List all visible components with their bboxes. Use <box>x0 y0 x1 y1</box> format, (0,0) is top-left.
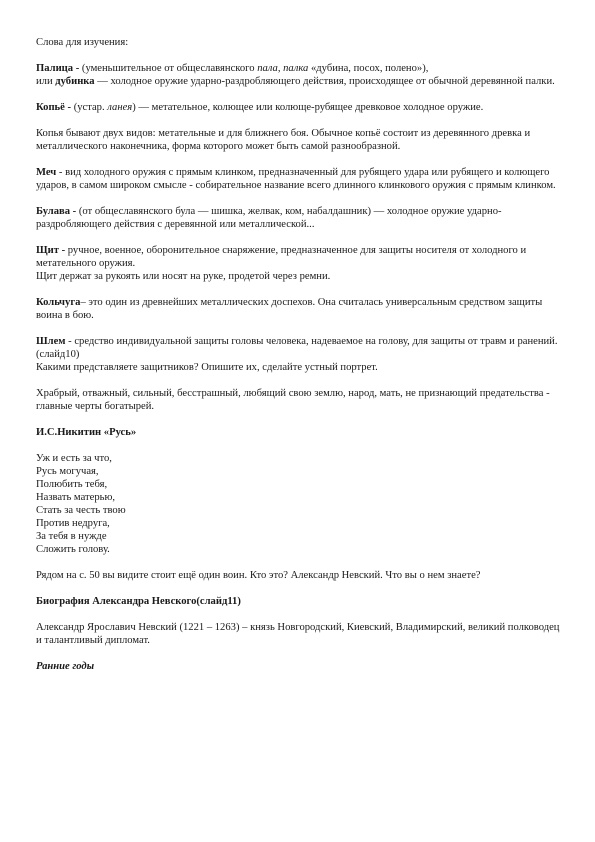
bio-title: Биография Александра Невского(слайд11) <box>36 596 241 607</box>
entry-shlem: Шлем - средство индивидуальной защиты головы человека, надеваемое на голову, для защиты от травм и ранений. (слайд10) <box>36 336 558 360</box>
poem-line: Полюбить тебя, <box>36 479 108 490</box>
entry-palica-line2: или дубинка — холодное оружие ударно-раздробляющего действия, происходящее от обычной деревянной палки. <box>36 76 555 87</box>
term-kolchuga: Кольчуга <box>36 297 81 308</box>
entry-kope: Копьё - (устар. ланея) — метательное, колющее или колюще-рубящее древковое холодное оружие. <box>36 102 484 113</box>
term-palica: Палица - <box>36 63 80 74</box>
heading: Слова для изучения: <box>36 37 129 48</box>
question-text: Рядом на с. 50 вы видите стоит ещё один воин. Кто это? Александр Невский. Что вы о нем знаете? <box>36 570 481 581</box>
poem-line: Русь могучая, <box>36 466 99 477</box>
term-shlem: Шлем <box>36 336 66 347</box>
entry-shchit-line2: Щит держат за рукоять или носят на руке, продетой через ремни. <box>36 271 331 282</box>
term-shchit: Щит - <box>36 245 66 256</box>
entry-palica: Палица - (уменьшительное от общеславянского пала, палка «дубина, посох, полено»), <box>36 63 429 74</box>
term-bulava: Булава - <box>36 206 77 217</box>
document-page <box>36 36 563 673</box>
poem <box>36 452 563 556</box>
early-years-heading: Ранние годы <box>36 661 95 672</box>
term-kope: Копьё - <box>36 102 72 113</box>
traits-text: Храбрый, отважный, сильный, бесстрашный, любящий свою землю, народ, мать, не признающий предательства - главные черты богатырей. <box>36 388 550 412</box>
term-dubinka: дубинка <box>55 76 95 87</box>
poem-title: И.С.Никитин «Русь» <box>36 427 137 438</box>
term-mech: Меч <box>36 167 57 178</box>
entry-bulava: Булава - (от общеславянского була — шишка, желвак, ком, набалдашник) — холодное оружие ударно-раздробляющего действия с деревянной или металлической... <box>36 206 502 230</box>
bio-text: Александр Ярославич Невский (1221 – 1263) – князь Новгородский, Киевский, Владимирский, великий полководец и талантливый дипломат. <box>36 622 560 646</box>
kopya-text: Копья бывают двух видов: метательные и для ближнего боя. Обычное копьё состоит из деревянного древка и металлического наконечника, форма которого может быть самой разнообразной. <box>36 128 531 152</box>
poem-line: Сложить голову. <box>36 544 110 555</box>
entry-kolchuga: Кольчуга– это один из древнейших металлических доспехов. Она считалась универсальным средством защиты воина в бою. <box>36 297 543 321</box>
poem-line: За тебя в нужде <box>36 531 107 542</box>
poem-line: Уж и есть за что, <box>36 453 112 464</box>
entry-shchit: Щит - ручное, военное, оборонительное снаряжение, предназначенное для защиты носителя от холодного и метательного оружия. <box>36 245 527 269</box>
poem-line: Стать за честь твою <box>36 505 126 516</box>
poem-line: Против недруга, <box>36 518 110 529</box>
entry-shlem-line2: Какими представляете защитников? Опишите их, сделайте устный портрет. <box>36 362 378 373</box>
entry-mech: Меч - вид холодного оружия с прямым клинком, предназначенный для рубящего удара или рубящего и колющего ударов, в самом широком смысле - собирательное название всего длинного клинкового оружия с прямым клинком. <box>36 167 556 191</box>
poem-line: Назвать матерью, <box>36 492 116 503</box>
